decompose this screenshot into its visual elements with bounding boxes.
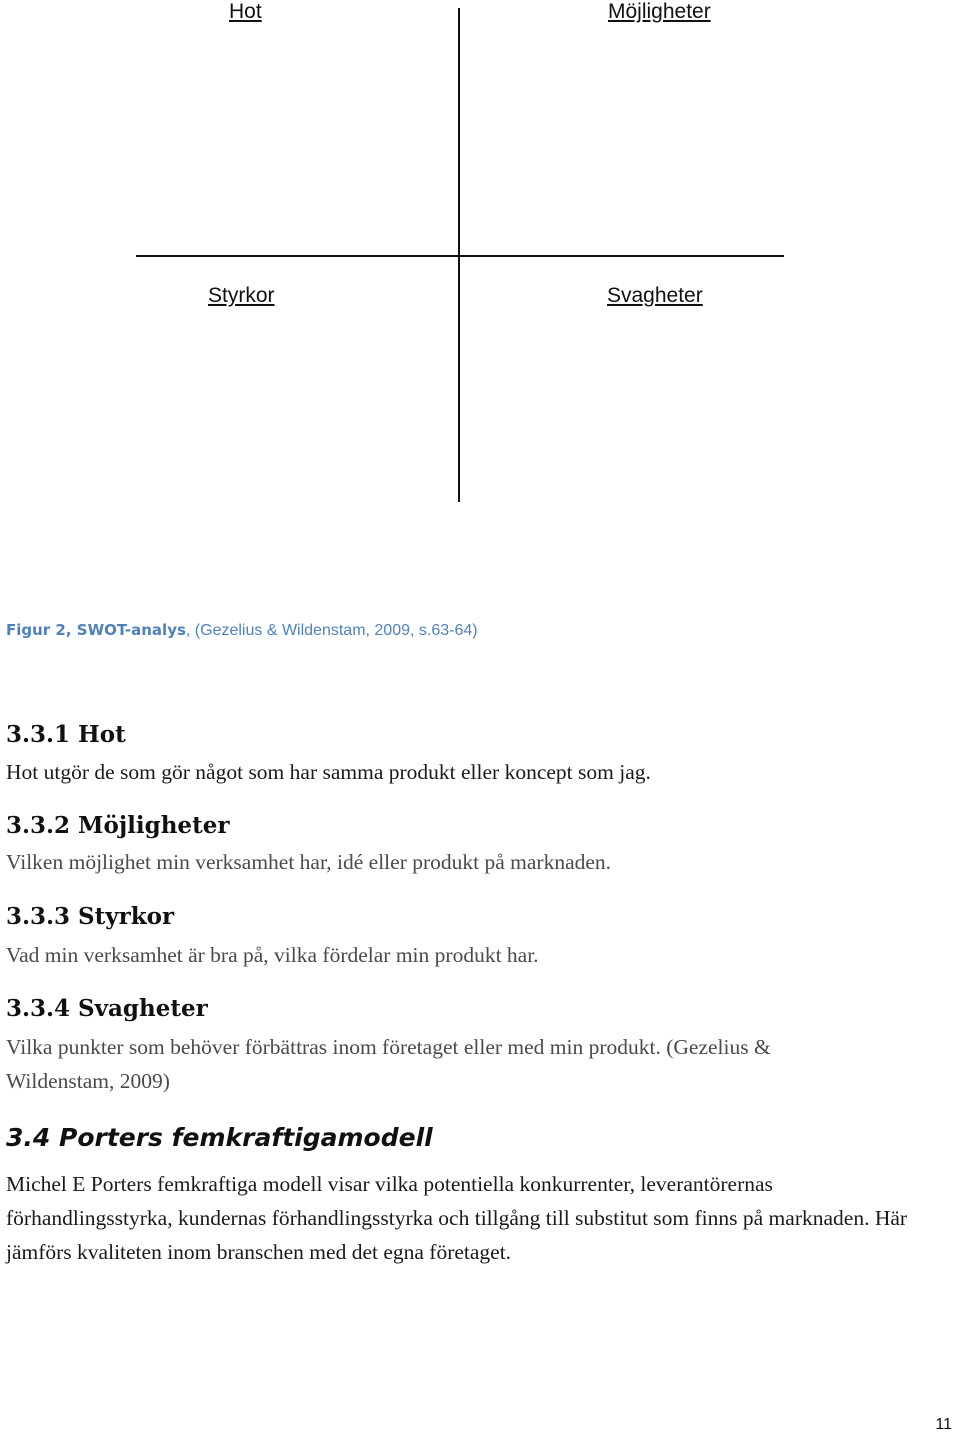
paragraph-styrkor: Vad min verksamhet är bra på, vilka fördelar min produkt har. [6, 943, 539, 967]
swot-label-styrkor: Styrkor [208, 284, 275, 307]
swot-label-mojligheter: Möjligheter [608, 0, 711, 23]
caption-label: Figur 2, SWOT-analys [6, 621, 186, 639]
swot-label-svagheter: Svagheter [607, 284, 703, 307]
swot-label-hot: Hot [229, 0, 262, 23]
heading-hot: 3.3.1 Hot [6, 721, 126, 748]
heading-porter: 3.4 Porters femkraftigamodell [6, 1123, 433, 1152]
paragraph-hot: Hot utgör de som gör något som har samma produkt eller koncept som jag. [6, 760, 651, 784]
paragraph-svagheter-line1: Vilka punkter som behöver förbättras inom företaget eller med min produkt. (Gezelius & [6, 1035, 771, 1059]
heading-mojligheter: 3.3.2 Möjligheter [6, 812, 230, 839]
caption-source: , (Gezelius & Wildenstam, 2009, s.63-64) [185, 622, 478, 639]
paragraph-mojligheter: Vilken möjlighet min verksamhet har, idé eller produkt på marknaden. [6, 850, 612, 874]
paragraph-porter: Michel E Porters femkraftiga modell visar vilka potentiella konkurrenter, leverantörernas förhandlingsstyrka, kundernas förhandlingsstyrka och tillgång till substitut som finns på marknaden. Här jämförs kvaliteten inom branschen med det egna företaget. [6, 1172, 908, 1264]
paragraph-svagheter-line2: Wildenstam, 2009) [6, 1069, 170, 1093]
page-number: 11 [935, 1416, 952, 1433]
heading-svagheter: 3.3.4 Svagheter [6, 995, 208, 1022]
figure-caption [6, 621, 478, 640]
swot-horizontal-axis [136, 255, 784, 257]
heading-styrkor: 3.3.3 Styrkor [6, 903, 175, 930]
